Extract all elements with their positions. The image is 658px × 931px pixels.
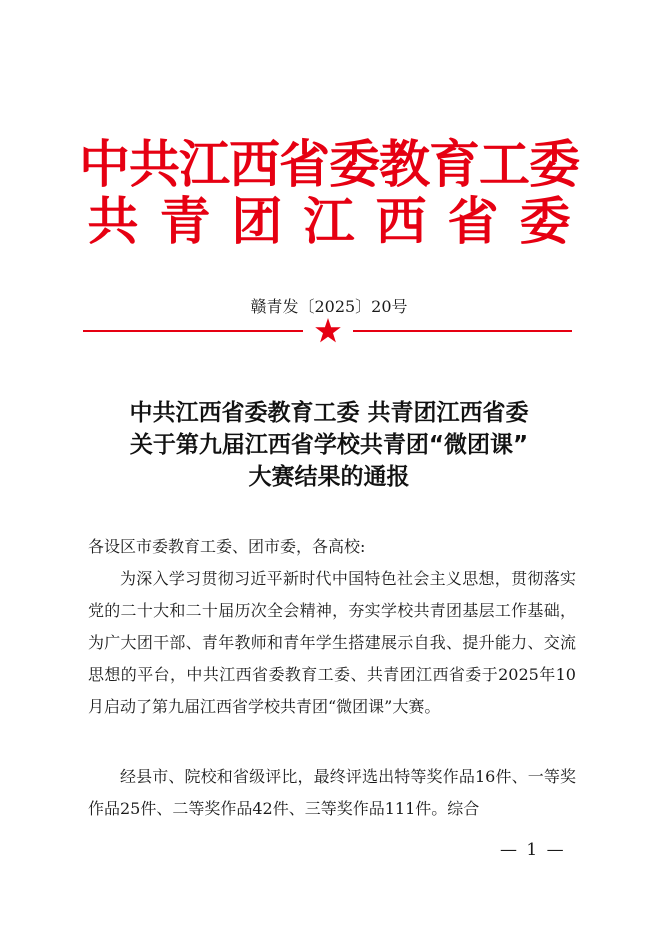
document-title-line-1: 中共江西省委教育工委 共青团江西省委 bbox=[129, 400, 529, 426]
issuer-header-line-2: 共青团江西省委 bbox=[87, 192, 592, 252]
star-icon bbox=[315, 318, 341, 343]
document-number: 赣青发〔2025〕20号 bbox=[250, 297, 408, 316]
document-title-line-3: 大赛结果的通报 bbox=[248, 464, 410, 490]
red-divider-left bbox=[83, 330, 303, 332]
body-paragraph-1: 为深入学习贯彻习近平新时代中国特色社会主义思想，贯彻落实党的二十大和二十届历次全会精神，夯实学校共青团基层工作基础，为广大团干部、青年教师和青年学生搭建展示自我、提升能力、交流思想的平台，中共江西省委教育工委、共青团江西省委于2025年10月启动了第九届江西省学校共青团“微团课”大赛。 bbox=[88, 569, 576, 716]
salutation: 各设区市委教育工委、团市委，各高校: bbox=[88, 537, 366, 556]
body-paragraph-2: 经县市、院校和省级评比，最终评选出特等奖作品16件、一等奖作品25件、二等奖作品42件、三等奖作品111件。综合 bbox=[88, 767, 576, 818]
red-divider-right bbox=[353, 330, 572, 332]
page-number: — 1 — bbox=[500, 840, 566, 860]
document-title-line-2: 关于第九届江西省学校共青团“微团课” bbox=[129, 432, 529, 458]
issuer-header-line-1: 中共江西省委教育工委 bbox=[78, 135, 579, 195]
